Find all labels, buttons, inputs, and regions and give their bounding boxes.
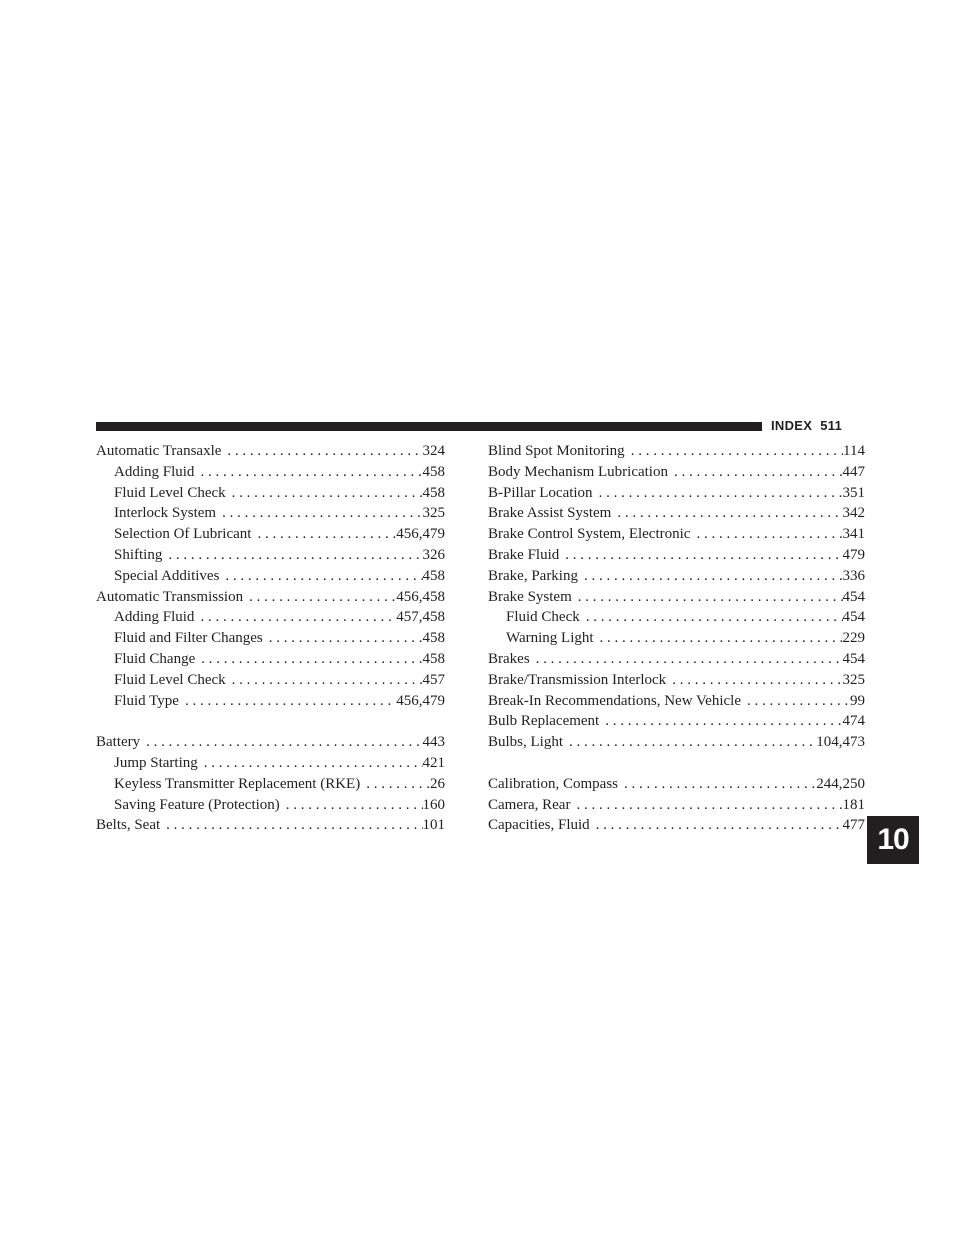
dot-leader xyxy=(530,649,843,670)
section-tab-marker: 10 xyxy=(867,816,919,864)
dot-leader xyxy=(580,607,843,628)
dot-leader xyxy=(251,524,396,545)
entry-label: Fluid Check xyxy=(506,609,580,626)
index-entry xyxy=(488,732,865,753)
index-entry xyxy=(488,587,865,608)
dot-leader xyxy=(559,545,842,566)
dot-leader xyxy=(360,774,430,795)
dot-leader xyxy=(198,753,423,774)
index-subentry xyxy=(96,566,445,587)
index-subentry xyxy=(96,795,445,816)
entry-label: Saving Feature (Protection) xyxy=(114,796,280,813)
dot-leader xyxy=(594,628,843,649)
dot-leader xyxy=(226,483,423,504)
index-column-left xyxy=(96,441,445,836)
dot-leader xyxy=(140,732,422,753)
entry-page: 325 xyxy=(842,671,865,688)
entry-label: Fluid Level Check xyxy=(114,484,226,501)
dot-leader xyxy=(590,815,843,836)
index-entry xyxy=(488,691,865,712)
index-entry xyxy=(488,795,865,816)
entry-page: 326 xyxy=(422,546,445,563)
page-number: 511 xyxy=(820,418,843,433)
entry-page: 477 xyxy=(842,817,865,834)
entry-label: Battery xyxy=(96,734,141,751)
entry-label: Brake/Transmission Interlock xyxy=(488,671,667,688)
entry-label: Brake Fluid xyxy=(488,546,560,563)
index-entry xyxy=(488,815,865,836)
entry-page: 104,473 xyxy=(816,734,865,751)
index-subentry xyxy=(96,545,445,566)
dot-leader xyxy=(572,587,843,608)
index-subentry xyxy=(96,649,445,670)
entry-label: Capacities, Fluid xyxy=(488,817,590,834)
entry-page: 454 xyxy=(842,650,865,667)
entry-label: Brake, Parking xyxy=(488,567,578,584)
index-entry xyxy=(488,649,865,670)
index-subentry xyxy=(96,503,445,524)
entry-label: Brake Assist System xyxy=(488,505,612,522)
dot-leader xyxy=(195,649,422,670)
dot-leader xyxy=(221,441,422,462)
entry-label: Bulb Replacement xyxy=(488,713,600,730)
entry-page: 181 xyxy=(842,796,865,813)
entry-label: Brake System xyxy=(488,588,572,605)
entry-label: Adding Fluid xyxy=(114,463,195,480)
index-entry xyxy=(488,462,865,483)
entry-page: 99 xyxy=(850,692,865,709)
index-subentry xyxy=(96,670,445,691)
index-entry xyxy=(96,732,445,753)
entry-page: 454 xyxy=(842,609,865,626)
entry-label: Blind Spot Monitoring xyxy=(488,443,625,459)
entry-label: Fluid Level Check xyxy=(114,671,226,688)
running-header xyxy=(771,418,842,434)
entry-page: 324 xyxy=(422,443,445,459)
dot-leader xyxy=(219,566,422,587)
entry-label: Keyless Transmitter Replacement (RKE) xyxy=(114,775,361,792)
entry-label: Interlock System xyxy=(114,505,217,522)
index-subentry xyxy=(96,753,445,774)
header-rule xyxy=(96,422,762,431)
entry-page: 458 xyxy=(422,484,445,501)
entry-page: 447 xyxy=(842,463,865,480)
entry-page: 458 xyxy=(422,650,445,667)
entry-page: 325 xyxy=(422,505,445,522)
entry-page: 474 xyxy=(842,713,865,730)
header-title: INDEX xyxy=(771,418,813,433)
entry-page: 454 xyxy=(842,588,865,605)
dot-leader xyxy=(216,503,422,524)
entry-page: 244,250 xyxy=(816,775,865,792)
entry-page: 443 xyxy=(422,734,445,751)
dot-leader xyxy=(162,545,422,566)
dot-leader xyxy=(570,795,842,816)
entry-page: 336 xyxy=(842,567,865,584)
index-subentry xyxy=(96,524,445,545)
entry-label: Body Mechanism Lubrication xyxy=(488,463,668,480)
dot-leader xyxy=(280,795,423,816)
dot-leader xyxy=(593,483,843,504)
dot-leader xyxy=(668,462,843,483)
entry-page: 101 xyxy=(422,817,445,834)
index-gap xyxy=(96,711,445,732)
entry-page: 458 xyxy=(422,630,445,647)
index-subentry xyxy=(96,774,445,795)
index-subentry xyxy=(488,607,865,628)
entry-label: Shifting xyxy=(114,546,163,563)
dot-leader xyxy=(563,732,816,753)
index-column-right xyxy=(488,441,865,836)
entry-label: Belts, Seat xyxy=(96,817,161,834)
entry-page: 341 xyxy=(842,526,865,543)
index-subentry xyxy=(96,462,445,483)
index-entry xyxy=(96,587,445,608)
entry-page: 26 xyxy=(430,775,445,792)
entry-page: 351 xyxy=(842,484,865,501)
dot-leader xyxy=(243,587,396,608)
entry-page: 114 xyxy=(843,443,865,459)
entry-page: 229 xyxy=(842,630,865,647)
entry-page: 342 xyxy=(842,505,865,522)
entry-page: 456,479 xyxy=(396,692,445,709)
entry-label: Selection Of Lubricant xyxy=(114,526,252,543)
dot-leader xyxy=(578,566,843,587)
index-entry xyxy=(96,441,445,462)
dot-leader xyxy=(179,691,396,712)
index-subentry xyxy=(96,691,445,712)
entry-page: 458 xyxy=(422,567,445,584)
dot-leader xyxy=(690,524,842,545)
entry-label: Brakes xyxy=(488,650,530,667)
index-subentry xyxy=(96,628,445,649)
entry-label: Break-In Recommendations, New Vehicle xyxy=(488,692,741,709)
index-entry xyxy=(488,545,865,566)
index-entry xyxy=(488,483,865,504)
dot-leader xyxy=(226,670,423,691)
entry-label: Automatic Transmission xyxy=(96,588,244,605)
dot-leader xyxy=(611,503,842,524)
entry-page: 479 xyxy=(842,546,865,563)
index-subentry xyxy=(96,607,445,628)
index-entry xyxy=(488,566,865,587)
entry-label: Jump Starting xyxy=(114,754,198,771)
entry-page: 456,458 xyxy=(396,588,445,605)
entry-label: Adding Fluid xyxy=(114,609,195,626)
dot-leader xyxy=(194,462,422,483)
index-entry xyxy=(488,774,865,795)
entry-label: Brake Control System, Electronic xyxy=(488,526,691,543)
entry-label: Camera, Rear xyxy=(488,796,571,813)
dot-leader xyxy=(194,607,396,628)
entry-label: Automatic Transaxle xyxy=(96,443,222,459)
entry-page: 458 xyxy=(422,463,445,480)
entry-page: 457,458 xyxy=(396,609,445,626)
entry-page: 160 xyxy=(422,796,445,813)
index-entry xyxy=(96,815,445,836)
dot-leader xyxy=(263,628,423,649)
entry-label: Fluid Change xyxy=(114,650,196,667)
entry-label: Special Additives xyxy=(114,567,220,584)
entry-label: Fluid Type xyxy=(114,692,179,709)
index-gap xyxy=(488,753,865,774)
index-entry xyxy=(488,441,865,462)
entry-label: Warning Light xyxy=(506,630,594,647)
dot-leader xyxy=(618,774,816,795)
dot-leader xyxy=(625,441,843,462)
entry-label: Bulbs, Light xyxy=(488,734,564,751)
index-entry xyxy=(488,711,865,732)
dot-leader xyxy=(160,815,422,836)
dot-leader xyxy=(666,670,842,691)
entry-page: 421 xyxy=(422,754,445,771)
dot-leader xyxy=(599,711,842,732)
entry-label: Calibration, Compass xyxy=(488,775,618,792)
entry-label: Fluid and Filter Changes xyxy=(114,630,263,647)
entry-label: B-Pillar Location xyxy=(488,484,593,501)
index-entry xyxy=(488,503,865,524)
entry-page: 456,479 xyxy=(396,526,445,543)
entry-page: 457 xyxy=(422,671,445,688)
index-subentry xyxy=(96,483,445,504)
index-entry xyxy=(488,670,865,691)
index-entry xyxy=(488,524,865,545)
dot-leader xyxy=(741,691,850,712)
index-subentry xyxy=(488,628,865,649)
